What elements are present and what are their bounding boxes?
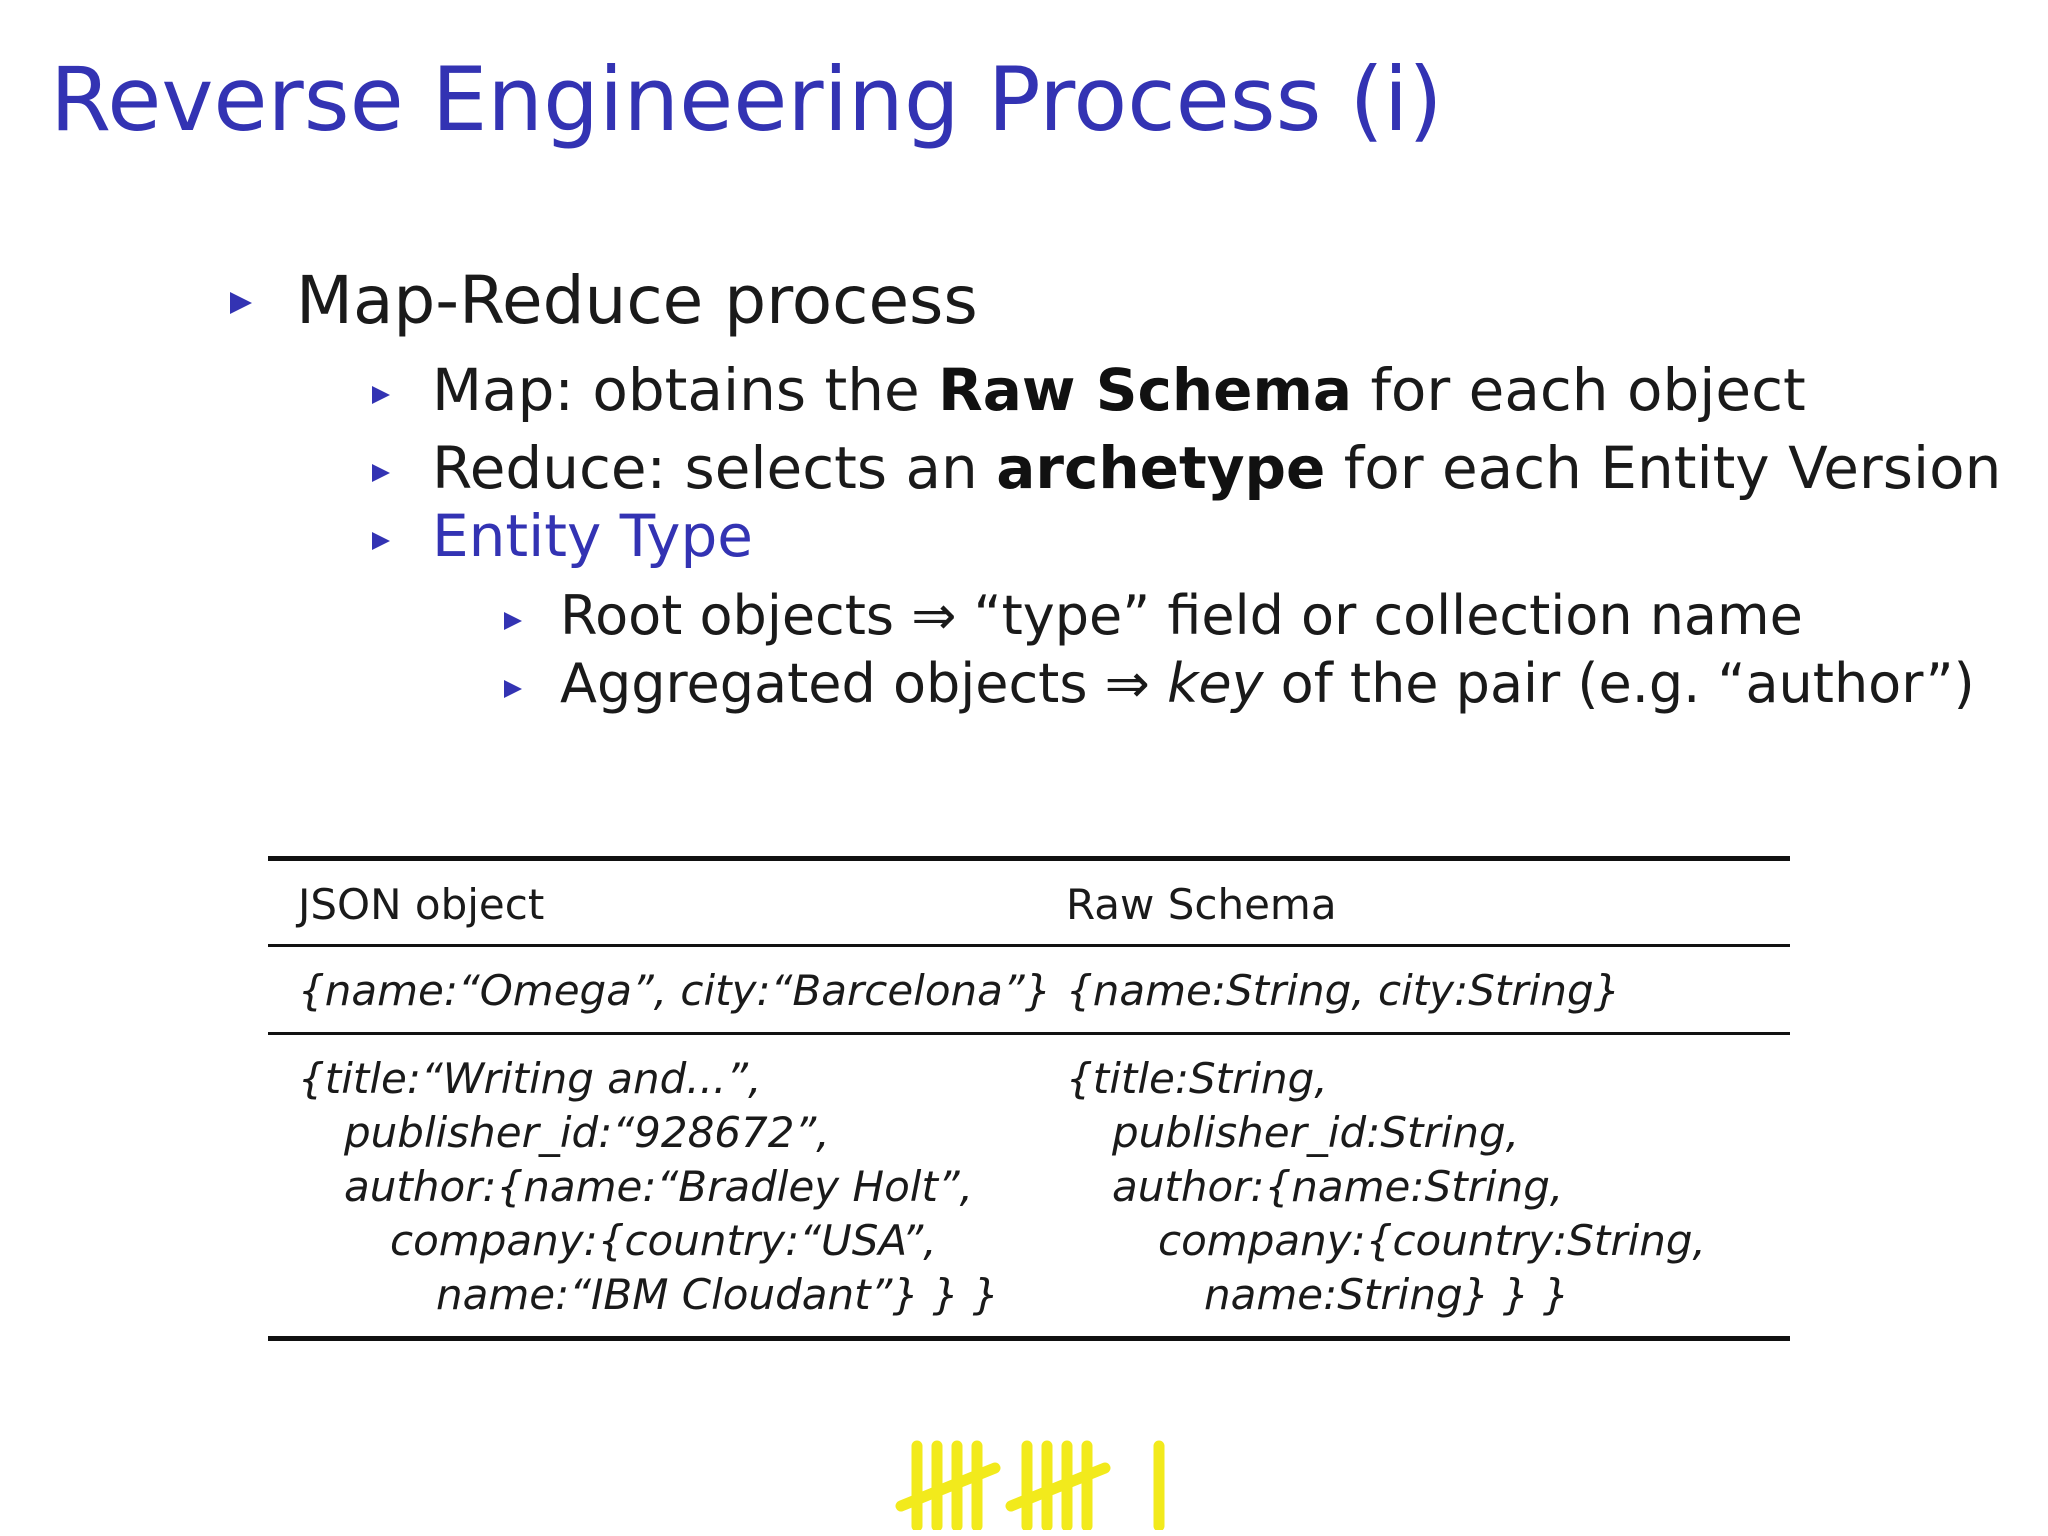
bullet-triangle-icon xyxy=(372,386,390,404)
reduce-bold: archetype xyxy=(996,434,1326,502)
bullet-triangle-icon xyxy=(504,612,522,630)
map-suffix: for each object xyxy=(1352,356,1806,424)
table-top-rule xyxy=(268,856,1790,861)
code-line: company:{country:String, xyxy=(1158,1216,1706,1265)
bullet-text xyxy=(560,652,1975,715)
agg-key: key xyxy=(1167,652,1264,715)
code-line: {title:“Writing and...”, xyxy=(298,1054,762,1103)
bullet-text: Map-Reduce process xyxy=(296,262,978,339)
code-line: company:{country:“USA”, xyxy=(390,1216,937,1265)
code-line: publisher_id:String, xyxy=(1112,1108,1520,1157)
bullet-text: Root objects ⇒ “type” field or collection name xyxy=(560,584,1803,647)
code-line: name:“IBM Cloudant”} } } xyxy=(436,1270,1000,1319)
table-row-rule xyxy=(268,1032,1790,1035)
table-cell-schema: {name:String, city:String} xyxy=(1066,966,1621,1015)
code-line: {title:String, xyxy=(1066,1054,1328,1103)
tally-marks-icon xyxy=(895,1440,1175,1530)
code-line: author:{name:“Bradley Holt”, xyxy=(344,1162,974,1211)
bullet-text: Entity Type xyxy=(432,502,753,570)
table-header-rule xyxy=(268,944,1790,947)
table-cell-json: {name:“Omega”, city:“Barcelona”} xyxy=(298,966,1052,1015)
agg-prefix: Aggregated objects ⇒ xyxy=(560,652,1168,715)
table-bottom-rule xyxy=(268,1336,1790,1341)
code-line: name:String} } } xyxy=(1204,1270,1570,1319)
bullet-text xyxy=(432,434,2001,502)
table-header-json: JSON object xyxy=(298,880,545,929)
reduce-suffix: for each Entity Version xyxy=(1325,434,2002,502)
bullet-triangle-icon xyxy=(504,680,522,698)
bullet-text xyxy=(432,356,1806,424)
code-line: publisher_id:“928672”, xyxy=(344,1108,830,1157)
reduce-prefix: Reduce: selects an xyxy=(432,434,997,502)
bullet-triangle-icon xyxy=(372,532,390,550)
bullet-triangle-icon xyxy=(230,292,252,314)
code-line: author:{name:String, xyxy=(1112,1162,1564,1211)
agg-suffix: of the pair (e.g. “author”) xyxy=(1263,652,1975,715)
slide-title: Reverse Engineering Process (i) xyxy=(50,48,1443,151)
table-header-schema: Raw Schema xyxy=(1066,880,1337,929)
map-bold: Raw Schema xyxy=(938,356,1353,424)
map-prefix: Map: obtains the xyxy=(432,356,939,424)
bullet-triangle-icon xyxy=(372,464,390,482)
